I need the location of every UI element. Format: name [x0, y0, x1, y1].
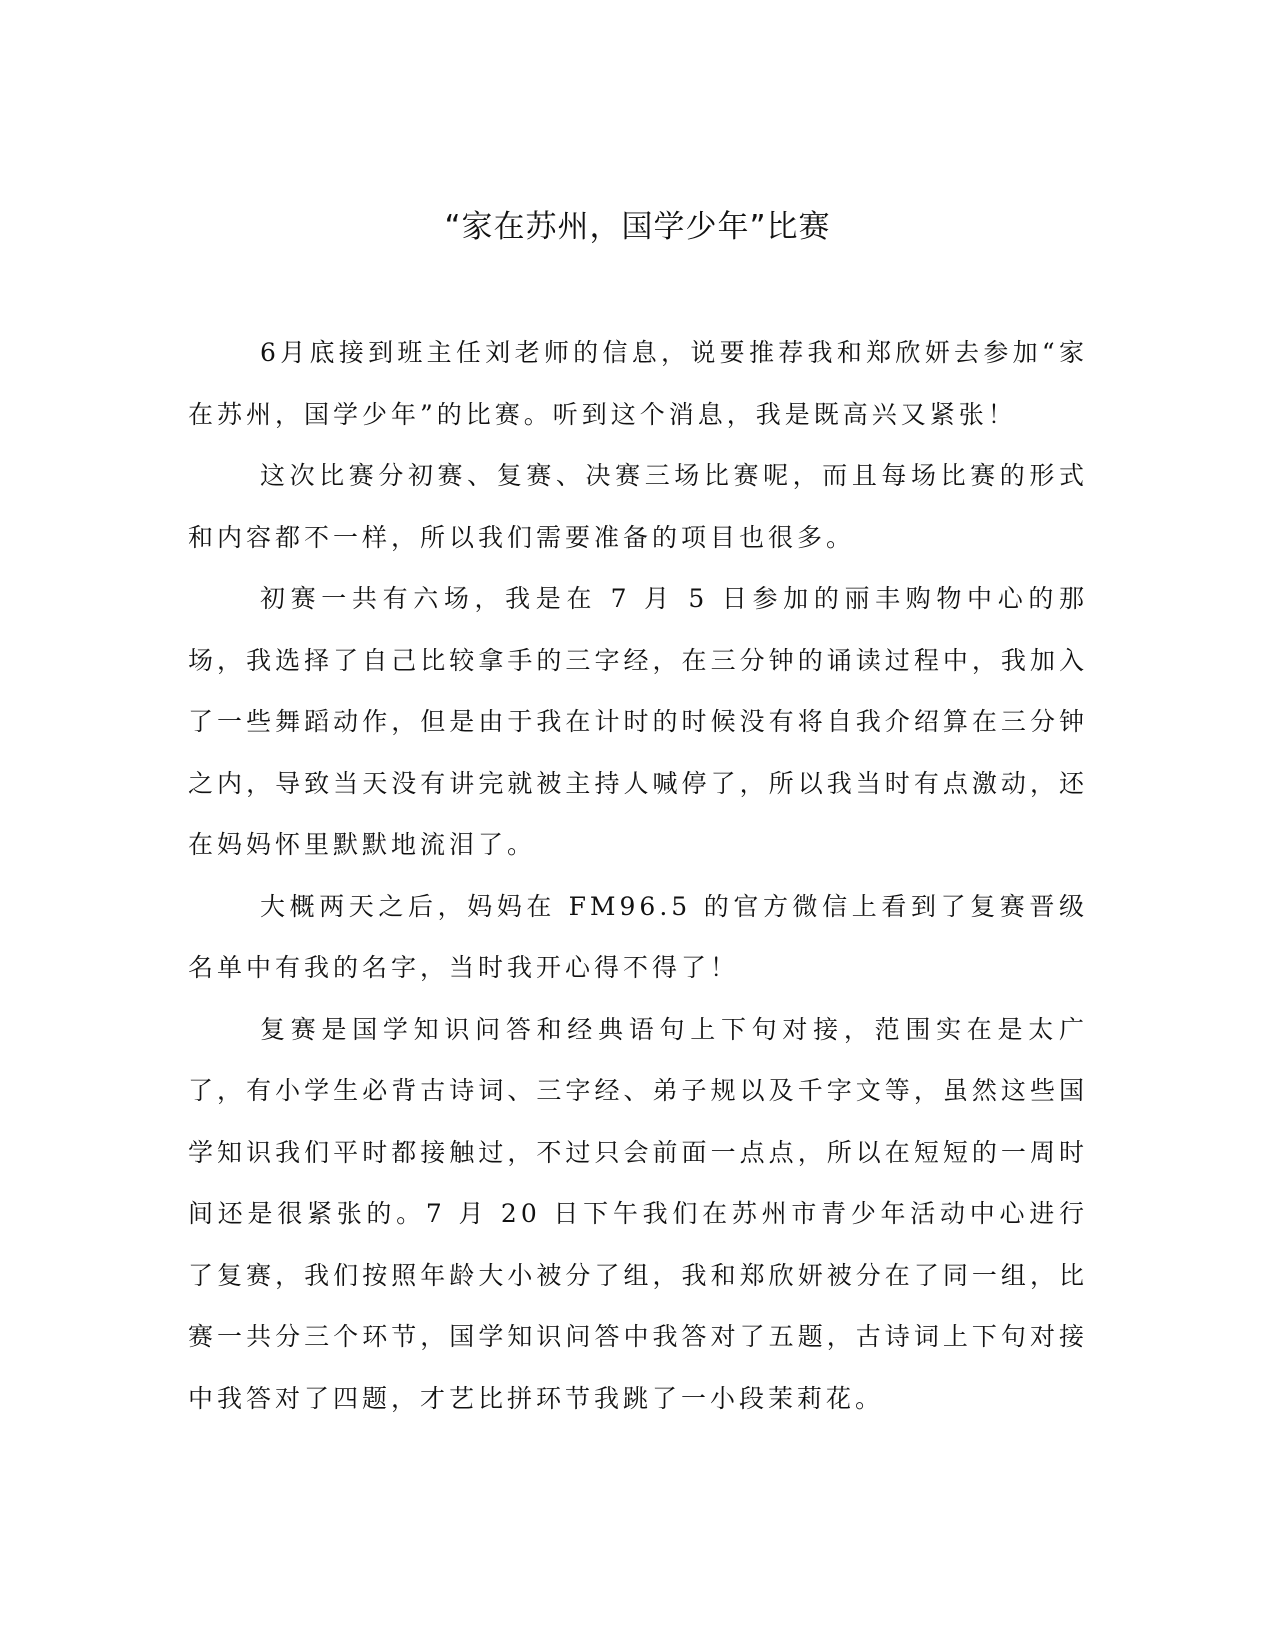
document-title: “家在苏州，国学少年”比赛: [444, 209, 831, 245]
paragraph-preliminary-round: 初赛一共有六场，我是在 7 月 5 日参加的丽丰购物中心的那场，我选择了自己比较拿手的三字经，在三分钟的诵读过程中，我加入了一些舞蹈动作，但是由于我在计时的时候没有将自我介绍算在三分钟之内，导致当天没有讲完就被主持人喊停了，所以我当时有点激动，还在妈妈怀里默默地流泪了。: [188, 584, 1088, 859]
document-body: [188, 322, 1088, 1429]
paragraph-advancement: 大概两天之后，妈妈在 FM96.5 的官方微信上看到了复赛晋级名单中有我的名字，当时我开心得不得了！: [188, 891, 1088, 982]
paragraph-semifinal-round: 复赛是国学知识问答和经典语句上下句对接，范围实在是太广了，有小学生必背古诗词、三字经、弟子规以及千字文等，虽然这些国学知识我们平时都接触过，不过只会前面一点点，所以在短短的一周时间还是很紧张的。7 月 20 日下午我们在苏州市青少年活动中心进行了复赛，我们按照年龄大小被分了组，我和郑欣妍被分在了同一组，比赛一共分三个环节，国学知识问答中我答对了五题，古诗词上下句对接中我答对了四题，才艺比拼环节我跳了一小段茉莉花。: [188, 1014, 1088, 1413]
paragraph-invitation: 6月底接到班主任刘老师的信息，说要推荐我和郑欣妍去参加“家在苏州，国学少年”的比赛。听到这个消息，我是既高兴又紧张！: [188, 338, 1088, 429]
paragraph-competition-format: 这次比赛分初赛、复赛、决赛三场比赛呢，而且每场比赛的形式和内容都不一样，所以我们需要准备的项目也很多。: [188, 461, 1088, 552]
